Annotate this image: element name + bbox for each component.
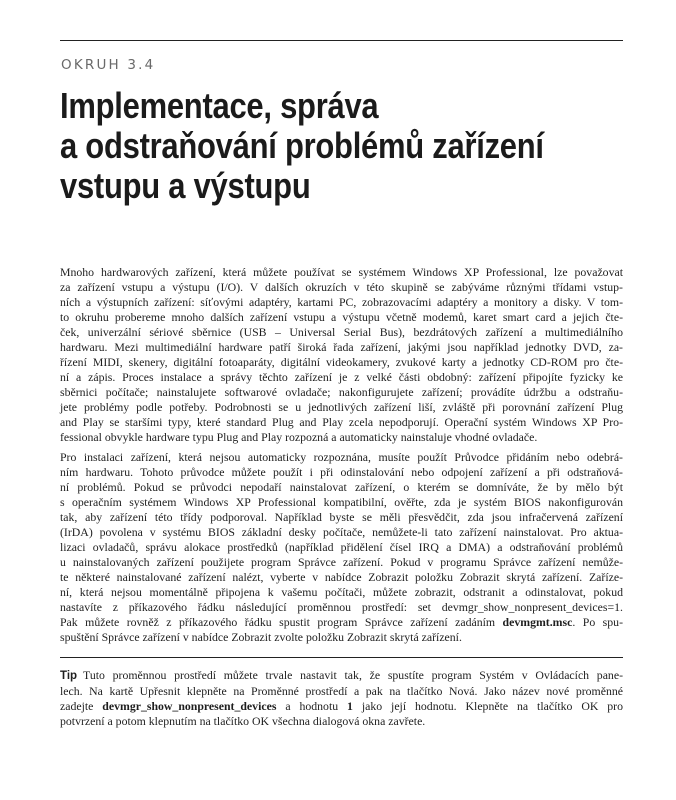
text-line: hardwaru. Mezi multimediální hardware patří široká řada zařízení, jakými jsou například jednotky DVD, za- bbox=[60, 340, 623, 354]
text-line: Mnoho hardwarových zařízení, která můžete používat se systémem Windows XP Professional, lze považovat bbox=[60, 265, 623, 279]
text-line: lizaci ovladačů, správu alokace prostředků (například přidělení čísel IRQ a DMA) a odstraňování problémů bbox=[60, 540, 623, 554]
paragraph-intro bbox=[60, 265, 623, 445]
text-line: řízení MIDI, skenery, digitální fotoaparáty, digitální videokamery, zvukové karty a jednotky CD-ROM pro čte- bbox=[60, 355, 623, 369]
section-label: OKRUH 3.4 bbox=[61, 57, 156, 73]
text-line: ním hardwaru. Tohoto průvodce můžete použít i při odinstalování nebo odpojení zařízení a při odstraňová- bbox=[60, 465, 623, 479]
text-line: spuštění Správce zařízení v nabídce Zobrazit zvolte položku Zobrazit skrytá zařízení. bbox=[60, 630, 462, 644]
text-segment: . Po spu- bbox=[572, 615, 624, 629]
text-segment: jako její hodnotu. Klepněte na tlačítko OK pro bbox=[352, 699, 623, 713]
top-rule bbox=[60, 40, 623, 41]
text-line: ní a zápis. Proces instalace a správy těchto zařízení je z velké části obdobný: zařízení připojíte fyzicky ke bbox=[60, 370, 623, 384]
text-line: (IrDA) povolena v systému BIOS základní desky počítače, nemůžete-li tato zařízení nainstalovat. Pro aktua- bbox=[60, 525, 623, 539]
text-line: Pro instalaci zařízení, která nejsou automaticky rozpoznána, musíte použít Průvodce přidáním nebo odebrá- bbox=[60, 450, 623, 464]
text-line: sběrnici počítače; nainstalujete softwarové ovladače; nakonfigurujete zařízení; provádíte údržbu a odstraňu- bbox=[60, 385, 623, 399]
text-line: ní problémů. Pokud se průvodci nepodaří nainstalovat zařízení, o kterém se domníváte, že by mělo být bbox=[60, 480, 623, 494]
paragraph-install bbox=[60, 450, 623, 645]
text-line: te některé nainstalované zařízení nalézt, vyberte v nabídce Zobrazit položku Zobrazit skrytá zařízení. Zaříze- bbox=[60, 570, 623, 584]
text-segment: Tuto proměnnou prostředí můžete trvale nastavit tak, že spustíte program Systém v Ovládacích pane- bbox=[83, 668, 623, 682]
text-line: s operačním systémem Windows XP Professional kompatibilní, ověřte, zda je systém BIOS nakonfigurován bbox=[60, 495, 623, 509]
tip-line bbox=[60, 668, 623, 684]
chapter-title-line: a odstraňování problémů zařízení bbox=[60, 125, 544, 166]
chapter-title-line: Implementace, správa bbox=[60, 85, 379, 126]
text-line: and Play se staršími typy, které standard Plug and Play zcela nepodporují. Operační systém Windows XP Pro- bbox=[60, 415, 623, 429]
text-line: ní, která nejsou momentálně připojena k vašemu počítači, můžete zobrazit, odstranit a odinstalovat, pokud bbox=[60, 585, 623, 599]
command-devmgmt: devmgmt.msc bbox=[502, 615, 573, 629]
text-line: ček, univerzální sériové sběrnice (USB – Universal Serial Bus), bezdrátových zařízení a multimediálního bbox=[60, 325, 623, 339]
chapter-title bbox=[60, 86, 550, 206]
variable-value: 1 bbox=[347, 699, 353, 713]
text-line: u nainstalovaných zařízení použijete program Správce zařízení. Pokud v programu Správce zařízení nemůže- bbox=[60, 555, 623, 569]
body-text bbox=[60, 265, 623, 650]
text-segment: Pak můžete rovněž z příkazového řádku spustit program Správce zařízení zadáním bbox=[60, 615, 496, 629]
text-line: nastavíte z příkazového řádku následující proměnnou prostředí: set devmgr_show_nonpresent_devices=1. bbox=[60, 600, 623, 614]
tip-box bbox=[60, 657, 623, 729]
text-line bbox=[60, 615, 623, 630]
text-segment: a hodnotu bbox=[276, 699, 348, 713]
text-segment: zadejte bbox=[60, 699, 103, 713]
tip-label: Tip bbox=[60, 670, 78, 682]
variable-name: devmgr_show_nonpresent_devices bbox=[102, 699, 277, 713]
tip-line: lech. Na kartě Upřesnit klepněte na Proměnné prostředí a pak na tlačítko Nová. Jako název nové proměnné bbox=[60, 684, 623, 698]
tip-line bbox=[60, 699, 623, 714]
text-line: tak, aby zařízení této třídy podporoval. Například byste se měli přesvědčit, zda jsou infračervená zařízení bbox=[60, 510, 623, 524]
text-line: za zařízení vstupu a výstupu (I/O). V dalších okruzích v této skupině se zabýváme různými třídami vstup- bbox=[60, 280, 623, 294]
text-line: jete problémy podle potřeby. Podrobnosti se u jednotlivých zařízení liší, zvláště při porovnání zařízení Plug bbox=[60, 400, 623, 414]
text-line: to okruhu probereme mnoho dalších zařízení vstupu a výstupu včetně modemů, karet smart card a jejich čte- bbox=[60, 310, 623, 324]
tip-line: potvrzení a potom klepnutím na tlačítko OK všechna dialogová okna zavřete. bbox=[60, 714, 426, 728]
text-line: ních a výstupních zařízení: síťovými adaptéry, kartami PC, zobrazovacími adaptéry a monitory a disky. V tom- bbox=[60, 295, 623, 309]
chapter-title-line: vstupu a výstupu bbox=[60, 165, 311, 206]
text-line: fessional obvykle hardware typu Plug and Play rozpozná a automaticky nainstaluje vhodné ovladače. bbox=[60, 430, 538, 444]
